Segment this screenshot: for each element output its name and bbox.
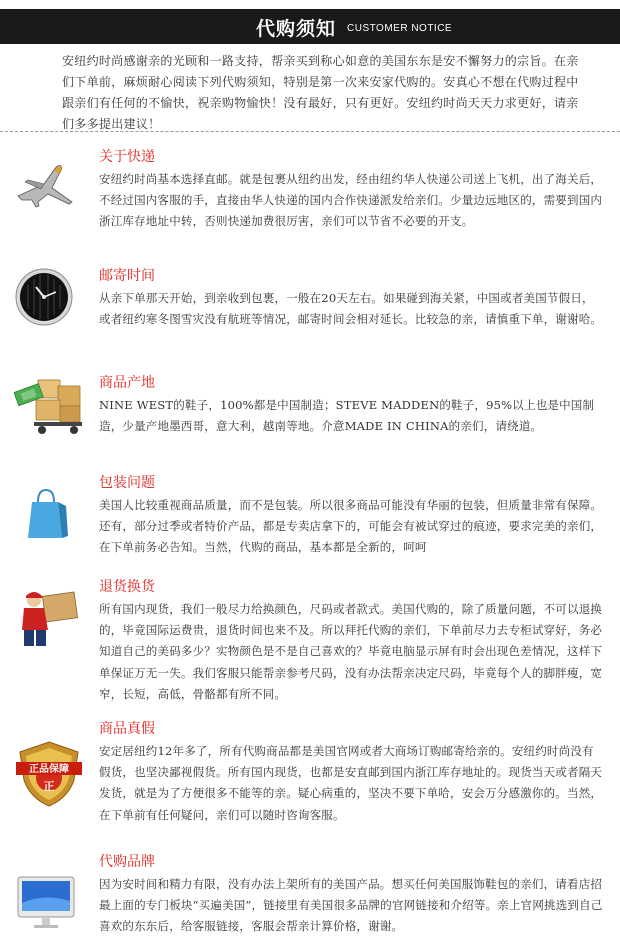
header-bar (0, 9, 620, 44)
section-body: 因为安时间和精力有限，没有办法上架所有的美国产品。想买任何美国服饰鞋包的亲们，请看店招最上面的专门板块“买遍美国”，链接里有美国很多品牌的官网链接和介绍等。亲上官网挑选到自己喜欢的东东后，给客服链接，客服会帮亲计算价格，谢谢。 (99, 877, 603, 934)
shopping-bag-icon (14, 486, 78, 546)
airplane-icon (14, 158, 78, 218)
page-subtitle: CUSTOMER NOTICE (347, 23, 453, 34)
section-title: 商品真假 (99, 721, 155, 737)
clock-icon (14, 267, 78, 327)
section-body: 安定居纽约12年多了，所有代购商品都是美国官网或者大商场订购邮寄给亲的。安纽约时尚没有假货，也坚决鄙视假货。所有国内现货，也都是安直邮到国内浙江库存地址的。现货当天或者隔天发货，就是为了方便很多不能等的亲。疑心病重的，坚决不要下单哈，安会万分感激你的。当然，在下单前有任何疑问，亲们可以随时咨询客服。 (99, 744, 603, 822)
section-body: NINE WEST的鞋子，100%都是中国制造；STEVE MADDEN的鞋子，95%以上也是中国制造，少量产地墨西哥，意大利，越南等地。介意MADE IN CHINA的亲们，请绕道。 (99, 398, 595, 434)
shield-badge-icon (14, 740, 84, 800)
section-body: 所有国内现货，我们一般尽力给换颜色，尺码或者款式。美国代购的，除了质量问题，不可以退换的，毕竟国际运费贵，退货时间也来不及。所以拜托代购的亲们，下单前尽力去专柜试穿好，务必知道自己的美码多少？实物颜色是不是自己喜欢的？毕竟电脑显示屏有时会出现色差情况，这样下单保证万无一失。我们客服只能帮亲参考尺码，没有办法帮亲决定尺码，毕竟每个人的脚胖瘦，宽窄，长短，高低，骨骼都有所不同。 (99, 602, 603, 701)
section-title: 代购品牌 (99, 854, 155, 870)
section-body: 美国人比较重视商品质量，而不是包装。所以很多商品可能没有华丽的包装，但质量非常有保障。还有，部分过季或者特价产品，都是专卖店拿下的，可能会有被试穿过的痕迹，要求完美的亲们，在下单前务必告知。当然，代购的商品，基本都是全新的，呵呵 (99, 498, 603, 555)
section-title: 包装问题 (99, 475, 155, 491)
svg-text:正: 正 (43, 780, 55, 793)
section-body: 从亲下单那天开始，到亲收到包裹，一般在20天左右。如果碰到海关紧，中国或者美国节假日，或者纽约寒冬图雪灾没有航班等情况，邮寄时间会相对延长。比较急的亲，请慎重下单，谢谢哈。 (99, 291, 603, 327)
cargo-cart-icon (14, 374, 84, 434)
divider (0, 131, 620, 132)
svg-text:正品保障: 正品保障 (29, 764, 69, 775)
section-title: 退货换货 (99, 579, 155, 595)
section-title: 邮寄时间 (99, 268, 155, 284)
delivery-man-icon (14, 586, 84, 646)
section-body: 安纽约时尚基本选择直邮。就是包裹从纽约出发，经由纽约华人快递公司送上飞机，出了海关后，不经过国内客服的手，直接由华人快递的国内合作快递派发给亲们。少量边远地区的，需要到国内浙江库存地址中转，否则快递加费很厉害，亲们可以节省不必要的开支。 (99, 172, 603, 229)
computer-monitor-icon (14, 873, 78, 933)
section-title: 关于快递 (99, 149, 155, 165)
page-title: 代购须知 (256, 18, 337, 40)
section-title: 商品产地 (99, 375, 155, 391)
intro-text: 安纽约时尚感谢亲的光顾和一路支持，帮亲买到称心如意的美国东东是安不懈努力的宗旨。在亲们下单前，麻烦耐心阅读下列代购须知，特别是第一次来安家代购的。安真心不想在代购过程中跟亲们有任何的不愉快，祝亲购物愉快！没有最好，只有更好。安纽约时尚天天力求更好，请亲们多多提出建议！ (62, 54, 579, 131)
